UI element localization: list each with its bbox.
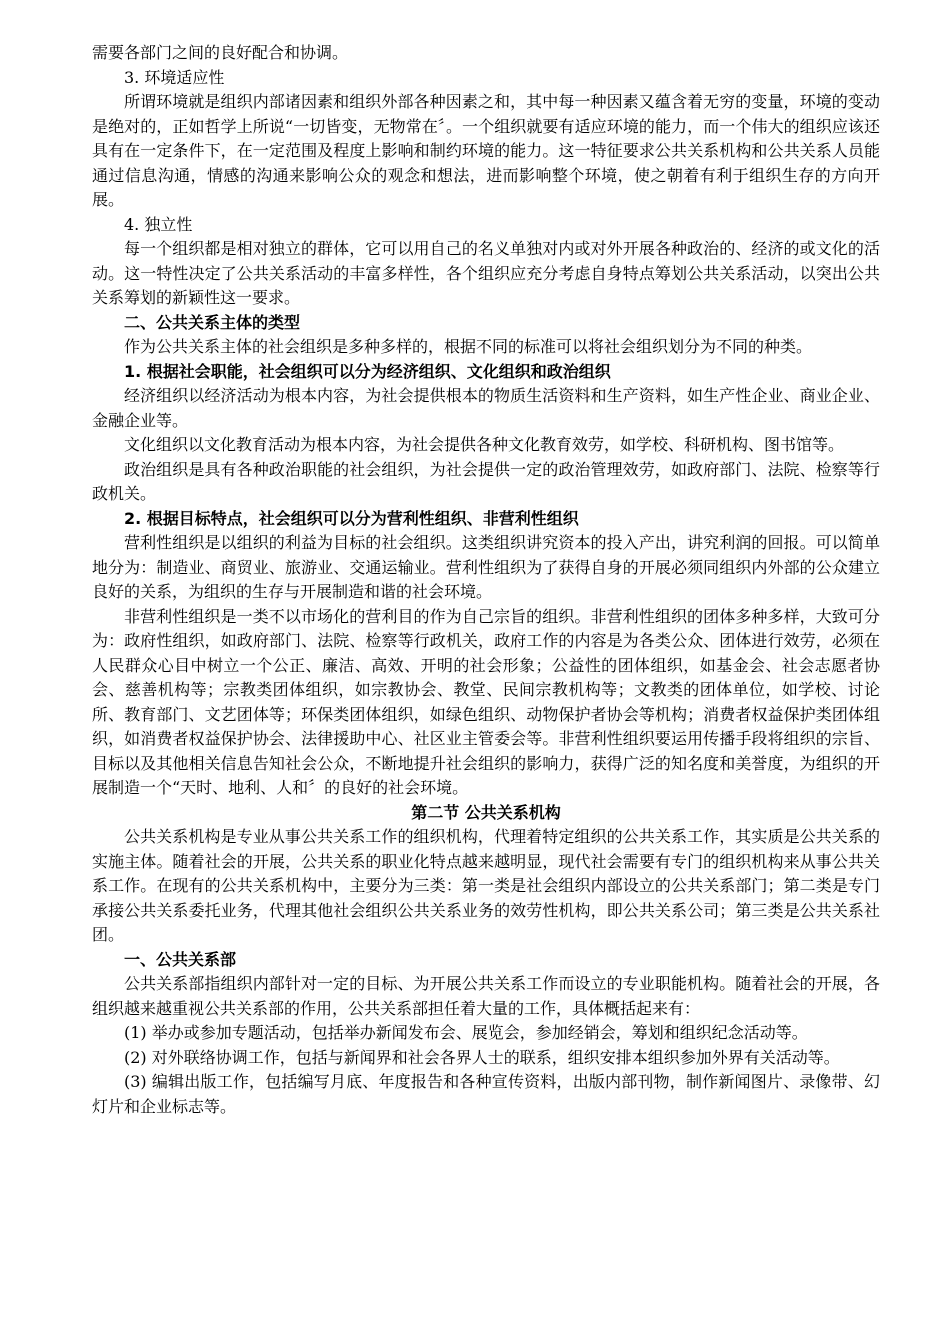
paragraph: 需要各部门之间的良好配合和协调。 [92, 43, 349, 62]
paragraph: 文化组织以文化教育活动为根本内容，为社会提供各种文化教育效劳，如学校、科研机构、图书馆等。 [124, 435, 845, 454]
list-item: (2) 对外联络协调工作，包括与新闻界和社会各界人士的联系，组织安排本组织参加外界有关活动等。 [124, 1047, 840, 1067]
document-page [92, 41, 880, 1119]
section-heading: 一、公共关系部 [124, 949, 237, 969]
paragraph: 所谓环境就是组织内部诸因素和组织外部各种因素之和，其中每一种因素又蕴含着无穷的变量，环境的变动是绝对的，正如哲学上所说“一切皆变，无物常在〞。一个组织就要有适应环境的能力，而一个伟大的组织应该还具有在一定条件下，在一定范围及程度上影响和制约环境的能力。这一特征要求公共关系机构和公共关系人员能通过信息沟通，情感的沟通来影响公众的观念和想法，进而影响整个环境，使之朝着有利于组织生存的方向开展。 [92, 92, 880, 209]
paragraph: 非营利性组织是一类不以市场化的营利目的作为自己宗旨的组织。非营利性组织的团体多种多样，大致可分为：政府性组织，如政府部门、法院、检察等行政机关，政府工作的内容是为各类公众、团体进行效劳，必须在人民群众心目中树立一个公正、廉洁、高效、开明的社会形象；公益性的团体组织，如基金会、社会志愿者协会、慈善机构等；宗教类团体组织，如宗教协会、教堂、民间宗教机构等；文教类的团体单位，如学校、讨论所、教育部门、文艺团体等；环保类团体组织，如绿色组织、动物保护者协会等机构；消费者权益保护类团体组织，如消费者权益保护协会、法律援助中心、社区业主管委会等。非营利性组织要运用传播手段将组织的宗旨、目标以及其他相关信息告知社会公众，不断地提升社会组织的影响力，获得广泛的知名度和美誉度，为组织的开展制造一个“天时、地利、人和〞的良好的社会环境。 [92, 606, 880, 797]
subsection-label: 3. 环境适应性 [124, 67, 225, 87]
paragraph: 经济组织以经济活动为根本内容，为社会提供根本的物质生活资料和生产资料，如生产性企业、商业企业、金融企业等。 [92, 386, 880, 430]
paragraph: 公共关系部指组织内部针对一定的目标、为开展公共关系工作而设立的专业职能机构。随着社会的开展，各组织越来越重视公共关系部的作用，公共关系部担任着大量的工作，具体概括起来有： [92, 974, 880, 1018]
chapter-section-title: 第二节 公共关系机构 [411, 802, 561, 822]
paragraph: 每一个组织都是相对独立的群体，它可以用自己的名义单独对内或对外开展各种政治的、经济的或文化的活动。这一特性决定了公共关系活动的丰富多样性，各个组织应充分考虑自身特点筹划公共关系活动，以突出公共关系筹划的新颖性这一要求。 [92, 239, 880, 307]
paragraph: 政治组织是具有各种政治职能的社会组织，为社会提供一定的政治管理效劳，如政府部门、法院、检察等行政机关。 [92, 459, 880, 503]
paragraph: 营利性组织是以组织的利益为目标的社会组织。这类组织讲究资本的投入产出，讲究利润的回报。可以简单地分为：制造业、商贸业、旅游业、交通运输业。营利性组织为了获得自身的开展必须同组织内外部的公众建立良好的关系，为组织的生存与开展制造和谐的社会环境。 [92, 533, 880, 601]
paragraph: 作为公共关系主体的社会组织是多种多样的，根据不同的标准可以将社会组织划分为不同的种类。 [124, 337, 813, 356]
section-heading: 二、公共关系主体的类型 [124, 312, 301, 332]
paragraph: 公共关系机构是专业从事公共关系工作的组织机构，代理着特定组织的公共关系工作，其实质是公共关系的实施主体。随着社会的开展，公共关系的职业化特点越来越明显，现代社会需要有专门的组织机构来从事公共关系工作。在现有的公共关系机构中，主要分为三类：第一类是社会组织内部设立的公共关系部门；第二类是专门承接公共关系委托业务，代理其他社会组织公共关系业务的效劳性机构，即公共关系公司；第三类是公共关系社团。 [92, 827, 880, 944]
subsection-heading: 2. 根据目标特点，社会组织可以分为营利性组织、非营利性组织 [124, 508, 579, 528]
subsection-label: 4. 独立性 [124, 214, 193, 234]
list-item: (3) 编辑出版工作，包括编写月底、年度报告和各种宣传资料，出版内部刊物，制作新闻图片、录像带、幻灯片和企业标志等。 [92, 1072, 880, 1116]
subsection-heading: 1. 根据社会职能，社会组织可以分为经济组织、文化组织和政治组织 [124, 361, 611, 381]
list-item: (1) 举办或参加专题活动，包括举办新闻发布会、展览会，参加经销会，筹划和组织纪念活动等。 [124, 1023, 808, 1042]
